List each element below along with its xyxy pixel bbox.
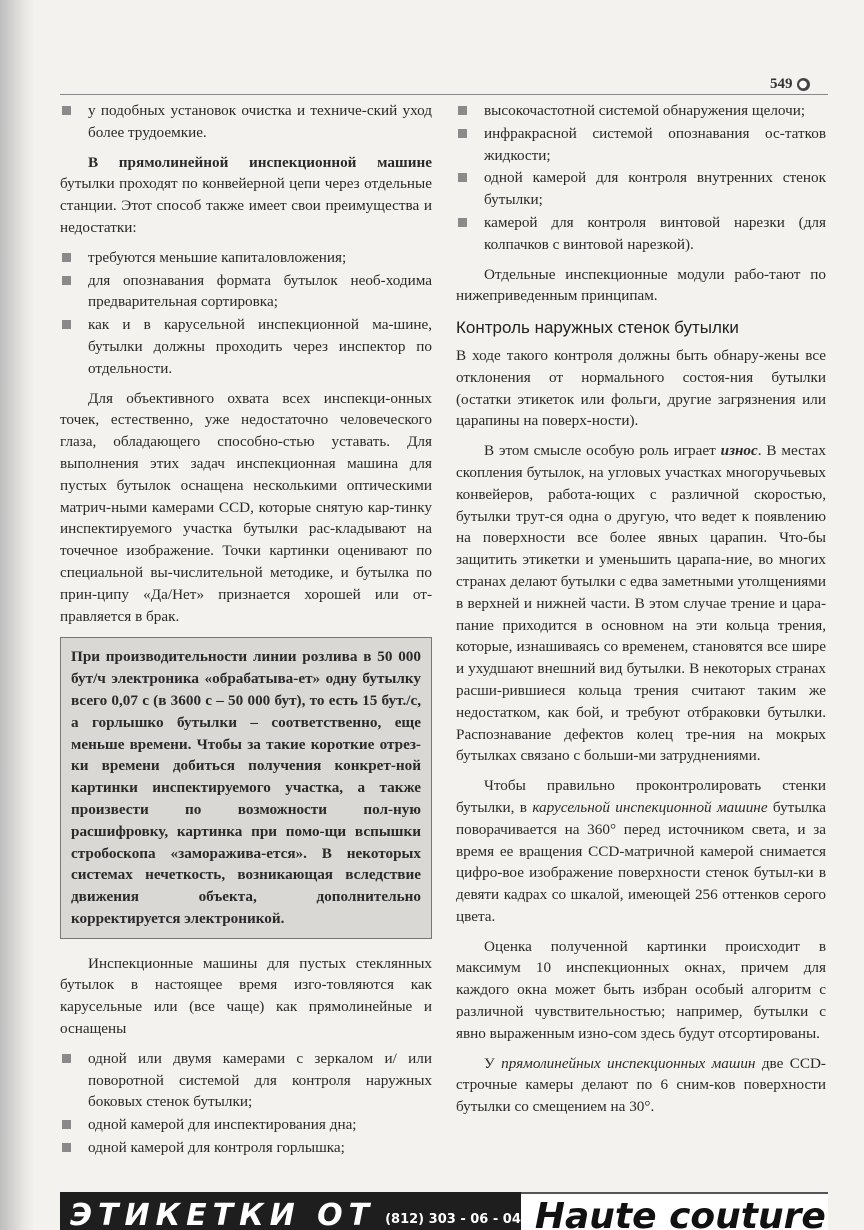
square-bullet-icon (62, 106, 71, 115)
banner-slogan: Haute couture (521, 1192, 828, 1230)
left-list-3 (60, 1048, 432, 1159)
square-bullet-icon (62, 1120, 71, 1129)
square-bullet-icon (62, 253, 71, 262)
section-heading: Контроль наружных стенок бутылки (456, 318, 739, 338)
square-bullet-icon (62, 320, 71, 329)
square-bullet-icon (458, 129, 467, 138)
page-number-text: 549 (770, 76, 793, 92)
header-rule (60, 94, 828, 95)
list-item: высокочастотной системой обнаружения щелочи; (456, 100, 826, 122)
left-column (60, 100, 432, 1167)
square-bullet-icon (62, 276, 71, 285)
paragraph: В этом смысле особую роль играет износ. В местах скопления бутылок, на угловых участках многоручьевых конвейеров, работа-ющих с различной скоростью, бутылки трут-ся одна о другую, что ведет к появлению на поверхности все более явных царапин. Что-бы защитить этикетки и уменьшить царапа-ние, во многих странах делают бутылки с едва заметными утолщениями в верхней и нижней части. В этом случае трение и цара-пание приходится в основном на эти кольца трения, которые, изнашиваясь со временем, становятся все шире и ухудшают внешний вид бутылки. В некоторых странах расши-рившиеся кольца трения считают таким же недостатком, как бой, и требуют отбраковки бутылки. Распознавание дефектов колец тре-ния на мокрых бутылках связано с больши-ми затруднениями. (456, 442, 827, 765)
paragraph: В ходе такого контроля должны быть обнару-жены все отклонения от нормального состоя-ния бутылки (остатки этикеток или фольги, другие загрязнения или царапины на поверх-ности). (456, 346, 826, 430)
banner-brand: ЭТИКЕТКИ ОТ (70, 1198, 376, 1230)
paragraph: Отдельные инспекционные модули рабо-тают по нижеприведенным принципам. (456, 265, 826, 305)
list-item: одной камерой для контроля внутренних стенок бутылки; (456, 167, 826, 211)
square-bullet-icon (458, 173, 467, 182)
square-bullet-icon (62, 1054, 71, 1063)
list-item: как и в карусельной инспекционной ма-шине, бутылки должны проходить через инспектор по отдельности. (60, 314, 432, 379)
list-item: камерой для контроля винтовой нарезки (для колпачков с винтовой нарезкой). (456, 212, 826, 256)
square-bullet-icon (458, 106, 467, 115)
list-item: для опознавания формата бутылок необ-ходима предварительная сортировка; (60, 270, 432, 314)
paragraph: Оценка полученной картинки происходит в максимум 10 инспекционных окнах, причем для каждого окна может быть избран особый алгоритм с различной чувствительностью; например, бутылки с явно выраженным изно-сом здесь будут отсортированы. (456, 937, 826, 1042)
right-list-1 (456, 100, 826, 256)
list-item: одной камерой для контроля горлышка; (60, 1137, 432, 1159)
banner-phone: (812) 303 - 06 - 04 (385, 1212, 521, 1227)
list-item: требуются меньшие капиталовложения; (60, 247, 432, 269)
paragraph: У прямолинейных инспекционных машин две CCD-строчные камеры делают по 6 сним-ков поверхности бутылки со смещением на 30°. (456, 1054, 826, 1116)
highlight-box: При производительности линии розлива в 50 000 бут/ч электроника «обрабатыва-ет» одну бутылку всего 0,07 с (в 3600 с – 50 000 бут), то есть 15 бут./с, а горлышко бутылки – соответственно, еще меньше времени. Чтобы за такие короткие отрез-ки времени добиться получения конкрет-ной картинки инспектируемого участка, а также произвести по возможности пол-ную расшифровку, картинка при помо-щи вспышки стробоскопа «заморажива-ется». В некоторых системах нечеткость, возникающая вследствие движения объекта, дополнительно корректируется электроникой. (60, 637, 432, 938)
square-bullet-icon (62, 1143, 71, 1152)
right-column (456, 100, 826, 1126)
list-item: инфракрасной системой опознавания ос-татков жидкости; (456, 123, 826, 167)
circle-bullet-icon: ● (797, 78, 810, 91)
paragraph: Инспекционные машины для пустых стеклянных бутылок в настоящее время изго-товляются как карусельные или (все чаще) как прямолинейные и оснащены (60, 954, 432, 1038)
left-list-1 (60, 100, 432, 144)
paragraph: Чтобы правильно проконтролировать стенки бутылки, в карусельной инспекционной машине бутылка поворачивается на 360° перед источником света, и за время ее вращения CCD-матричной камерой снимается цифро-вое изображение поверхности стенок бутыл-ки в девяти кадрах со шкалой, имеющей 256 оттенков серого цвета. (456, 777, 826, 925)
left-list-2 (60, 247, 432, 380)
list-item: одной или двумя камерами с зеркалом и/ или поворотной системой для контроля наружных боковых стенок бутылки; (60, 1048, 432, 1113)
paragraph: В прямолинейной инспекционной машине бутылки проходят по конвейерной цепи через отдельные станции. Этот способ также имеет свои преимущества и недостатки: (60, 153, 432, 236)
paragraph: Для объективного охвата всех инспекци-онных точек, естественно, уже недостаточно человеческого глаза, обладающего способно-стью уставать. Для выполнения этих задач инспекционная машина для пустых бутылок оснащена несколькими оптическими матрич-ными камерами CCD, которые снятую кар-тинку инспектируемого участка бутылки рас-кладывают на точечное изображение. Точки картинки оценивают по специальной вы-числительной методике, и бутылка по прин-ципу «Да/Нет» признается хорошей или от-правляется в брак. (60, 389, 432, 625)
list-item: одной камерой для инспектирования дна; (60, 1114, 432, 1136)
list-item: у подобных установок очистка и техниче-ский уход более трудоемкие. (60, 100, 432, 144)
page-gutter-shadow (0, 0, 34, 1230)
advertisement-banner (60, 1192, 828, 1230)
square-bullet-icon (458, 218, 467, 227)
page-number (770, 76, 810, 93)
